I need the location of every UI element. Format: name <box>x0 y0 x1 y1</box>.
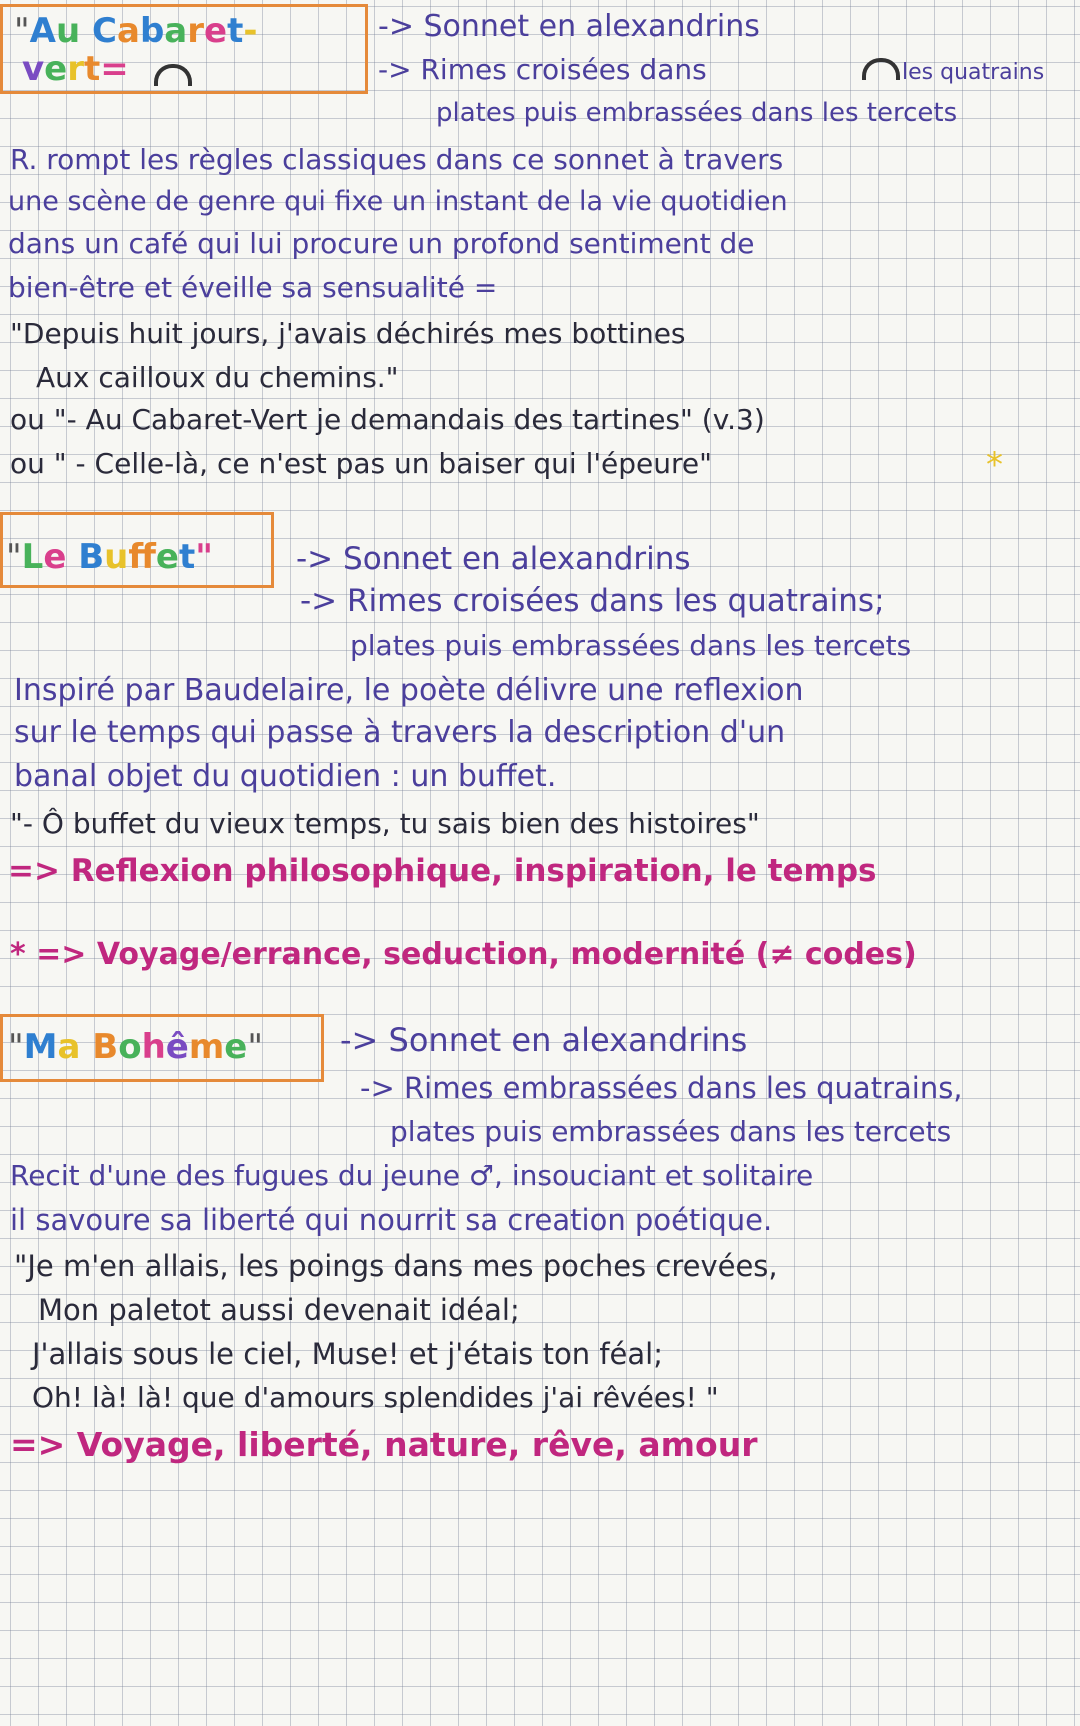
arch-symbol-icon <box>862 58 900 80</box>
title-ma-boheme: "Ma Bohême" <box>8 1027 263 1067</box>
s3-quote-line: "Je m'en allais, les poings dans mes poches crevées, <box>14 1249 778 1283</box>
s1-paragraph-line: une scène de genre qui fixe un instant de la vie quotidien <box>8 186 788 217</box>
title-le-buffet: "Le Bufet" <box>6 537 213 577</box>
s2-paragraph-line: Inspiré par Baudelaire, le poète délivre une reflexion <box>14 673 804 708</box>
s1-rhyme-line: -> Rimes croisées dans <box>378 53 707 86</box>
asterisk-icon: * <box>986 445 1003 485</box>
s1-rhyme-line-end: les quatrains <box>902 60 1045 85</box>
s1-form-line: -> Sonnet en alexandrins <box>378 9 760 44</box>
s2-paragraph-line: sur le temps qui passe à travers la description d'un <box>14 715 786 750</box>
s1-quote-line: Aux cailloux du chemins." <box>36 361 399 394</box>
s1-paragraph-line: bien-être et éveille sa sensualité = <box>8 271 498 304</box>
s2-quote-line: "- Ô buffet du vieux temps, tu sais bien des histoires" <box>10 807 760 840</box>
title-cabaret-vert: "Au Cabaret- <box>14 11 258 51</box>
s3-form-line: -> Sonnet en alexandrins <box>340 1021 748 1059</box>
s1-rhyme-line-3: plates puis embrassées dans les tercets <box>436 98 958 128</box>
s2-rhyme-line: -> Rimes croisées dans les quatrains; <box>300 583 885 619</box>
s1-paragraph-line: R. rompt les règles classiques dans ce sonnet à travers <box>10 143 784 176</box>
star-note-line: * => Voyage/errance, seduction, modernité (≠ codes) <box>10 937 917 972</box>
s3-rhyme-line-3: plates puis embrassées dans les tercets <box>390 1115 952 1148</box>
s1-quote-line: "Depuis huit jours, j'avais déchirés mes bottines <box>10 317 686 350</box>
s3-paragraph-line: il savoure sa liberté qui nourrit sa creation poétique. <box>10 1203 773 1237</box>
s2-form-line: -> Sonnet en alexandrins <box>296 541 691 577</box>
s1-quote-line: ou "- Au Cabaret-Vert je demandais des tartines" (v.3) <box>10 403 765 436</box>
s1-paragraph-line: dans un café qui lui procure un profond sentiment de <box>8 227 755 260</box>
s3-quote-line: Oh! là! là! que d'amours splendides j'ai rêvées! " <box>32 1381 719 1414</box>
s3-quote-line: J'allais sous le ciel, Muse! et j'étais ton féal; <box>32 1337 663 1371</box>
s2-conclusion: => Reflexion philosophique, inspiration, le temps <box>8 853 877 889</box>
s1-quote-line: ou " - Celle-là, ce n'est pas un baiser qui l'épeure" <box>10 447 713 480</box>
s2-rhyme-line-3: plates puis embrassées dans les tercets <box>350 629 912 662</box>
s3-rhyme-line: -> Rimes embrassées dans les quatrains, <box>360 1071 963 1105</box>
s3-paragraph-line: Recit d'une des fugues du jeune ♂, insouciant et solitaire <box>10 1159 814 1192</box>
title-cabaret-vert-line2: vert= <box>22 49 129 89</box>
s3-quote-line: Mon paletot aussi devenait idéal; <box>38 1293 520 1327</box>
s3-conclusion: => Voyage, liberté, nature, rêve, amour <box>10 1425 758 1464</box>
s2-paragraph-line: banal objet du quotidien : un buffet. <box>14 759 557 794</box>
